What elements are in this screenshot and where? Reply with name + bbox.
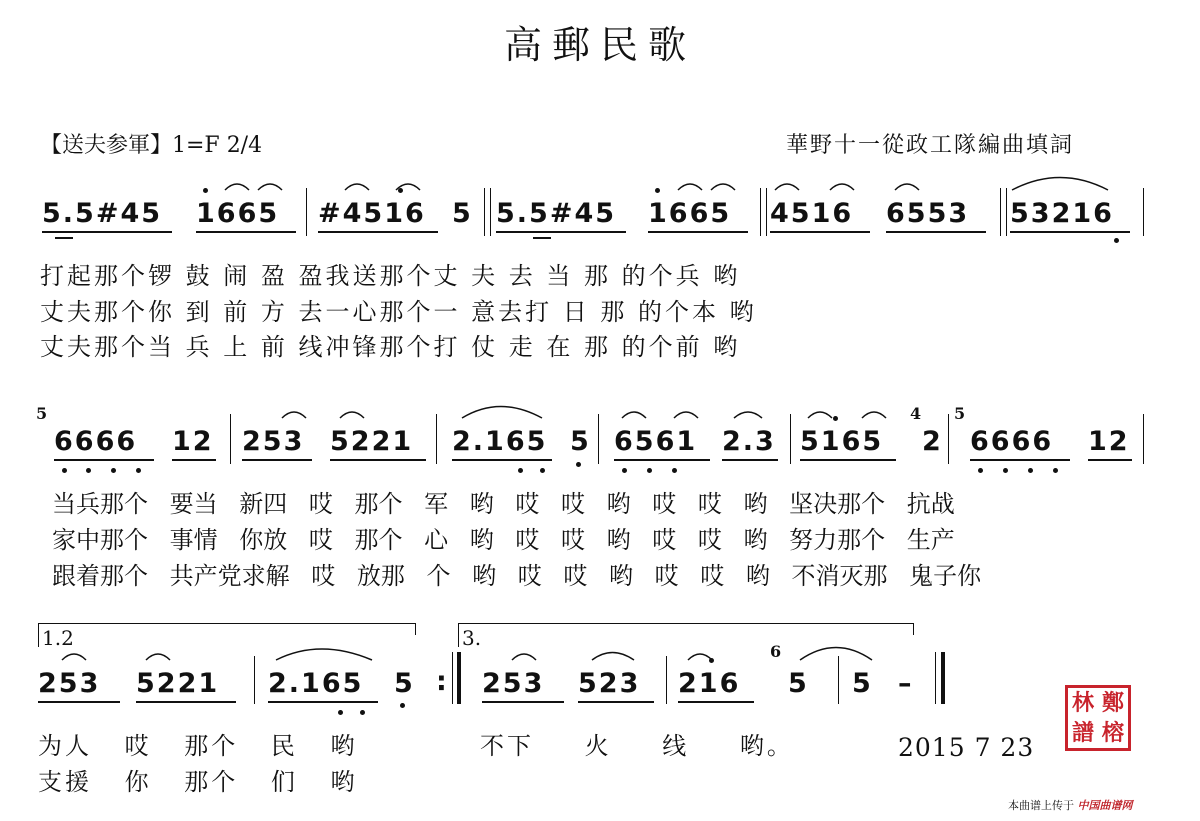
note-group: 5.5#45	[496, 198, 617, 229]
note-group: 5.5#45	[42, 198, 163, 229]
note-group: #4516	[318, 198, 426, 229]
composer-credit: 華野十一從政工隊編曲填詞	[786, 133, 1075, 158]
note-group: 523	[578, 668, 641, 699]
note-group: 2	[922, 426, 943, 457]
note-group: 216	[678, 668, 741, 699]
slur	[830, 184, 854, 190]
note-group: 53216	[1010, 198, 1114, 229]
seal-char: 林	[1071, 690, 1094, 716]
note-group: 253	[482, 668, 545, 699]
slur	[678, 184, 702, 190]
lyric-line: 不下 火 线 哟。	[480, 732, 794, 760]
lyric-line: 打起那个锣 鼓 闹 盈 盈我送那个丈 夫 去 当 那 的个兵 哟	[40, 262, 741, 290]
repeat-sign: :	[436, 666, 449, 697]
note-group: 5221	[136, 668, 220, 699]
slur	[711, 184, 735, 190]
grace-note: 5	[954, 404, 966, 423]
note-group: 5	[452, 198, 473, 229]
note-group: 5221	[330, 426, 414, 457]
note-group: 5	[852, 668, 873, 699]
slur	[862, 412, 886, 418]
site-logo[interactable]: 中国曲谱网	[1077, 799, 1133, 812]
note-group: 6666	[970, 426, 1054, 457]
slur	[62, 654, 86, 660]
note-group: 2.3	[722, 426, 776, 457]
note-group: 5	[570, 426, 591, 457]
note-group: 2.165	[268, 668, 364, 699]
slur	[512, 654, 536, 660]
note-group: 6553	[886, 198, 970, 229]
note-group: 5	[394, 668, 415, 699]
seal-char: 榕	[1101, 720, 1124, 746]
slur	[345, 184, 369, 190]
slur	[282, 412, 306, 418]
lyric-line: 家中那个 事情 你放 哎 那个 心 哟 哎 哎 哟 哎 哎 哟 努力那个 生产	[52, 526, 955, 554]
slur	[396, 184, 420, 190]
lyric-line: 丈夫那个你 到 前 方 去一心那个一 意去打 日 那 的个本 哟	[40, 298, 757, 326]
note-group: –	[898, 668, 914, 699]
lyric-line: 为人 哎 那个 民 哟	[38, 732, 358, 760]
note-group: 4516	[770, 198, 854, 229]
footer-credit	[1008, 797, 1133, 813]
seal-stamp	[1065, 685, 1131, 751]
slur	[462, 407, 542, 419]
grace-note: 5	[36, 404, 48, 423]
note-group: 5	[788, 668, 809, 699]
slur	[592, 653, 634, 661]
slur	[1012, 178, 1108, 191]
date: 2015 7 23	[898, 733, 1035, 762]
seal-char: 鄭	[1101, 690, 1124, 716]
note-group: 2.165	[452, 426, 548, 457]
note-group: 6666	[54, 426, 138, 457]
note-group: 12	[1088, 426, 1130, 457]
volta-label: 3.	[462, 626, 482, 650]
key-signature: 【送夫参軍】1=F 2/4	[40, 133, 263, 158]
slur	[800, 648, 872, 661]
slur	[808, 412, 832, 418]
footer-prefix: 本曲谱上传于	[1008, 799, 1074, 812]
note-group: 253	[38, 668, 101, 699]
lyric-line: 跟着那个 共产党求解 哎 放那 个 哟 哎 哎 哟 哎 哎 哟 不消灭那 鬼子你	[52, 562, 982, 590]
grace-note: 6	[770, 642, 782, 661]
note-group: 1665	[196, 198, 280, 229]
slur	[146, 654, 170, 660]
slur	[340, 412, 364, 418]
note-group: 6561	[614, 426, 698, 457]
lyric-line: 支援 你 那个 们 哟	[38, 768, 358, 796]
seal-char: 譜	[1071, 720, 1094, 746]
lyric-line: 丈夫那个当 兵 上 前 线冲锋那个打 仗 走 在 那 的个前 哟	[40, 333, 741, 361]
slur	[734, 412, 762, 418]
note-group: 1665	[648, 198, 732, 229]
slur	[258, 184, 282, 190]
slur	[688, 654, 712, 660]
grace-note: 4	[910, 404, 922, 423]
volta-label: 1.2	[42, 626, 74, 650]
slur	[895, 184, 919, 190]
lyric-line: 当兵那个 要当 新四 哎 那个 军 哟 哎 哎 哟 哎 哎 哟 坚决那个 抗战	[52, 490, 955, 518]
note-group: 5165	[800, 426, 884, 457]
slur	[225, 184, 249, 190]
page-title: 高郵民歌	[503, 23, 696, 67]
slur	[674, 412, 698, 418]
slur	[775, 184, 799, 190]
note-group: 12	[172, 426, 214, 457]
slur	[276, 649, 372, 660]
slur	[622, 412, 646, 418]
note-group: 253	[242, 426, 305, 457]
